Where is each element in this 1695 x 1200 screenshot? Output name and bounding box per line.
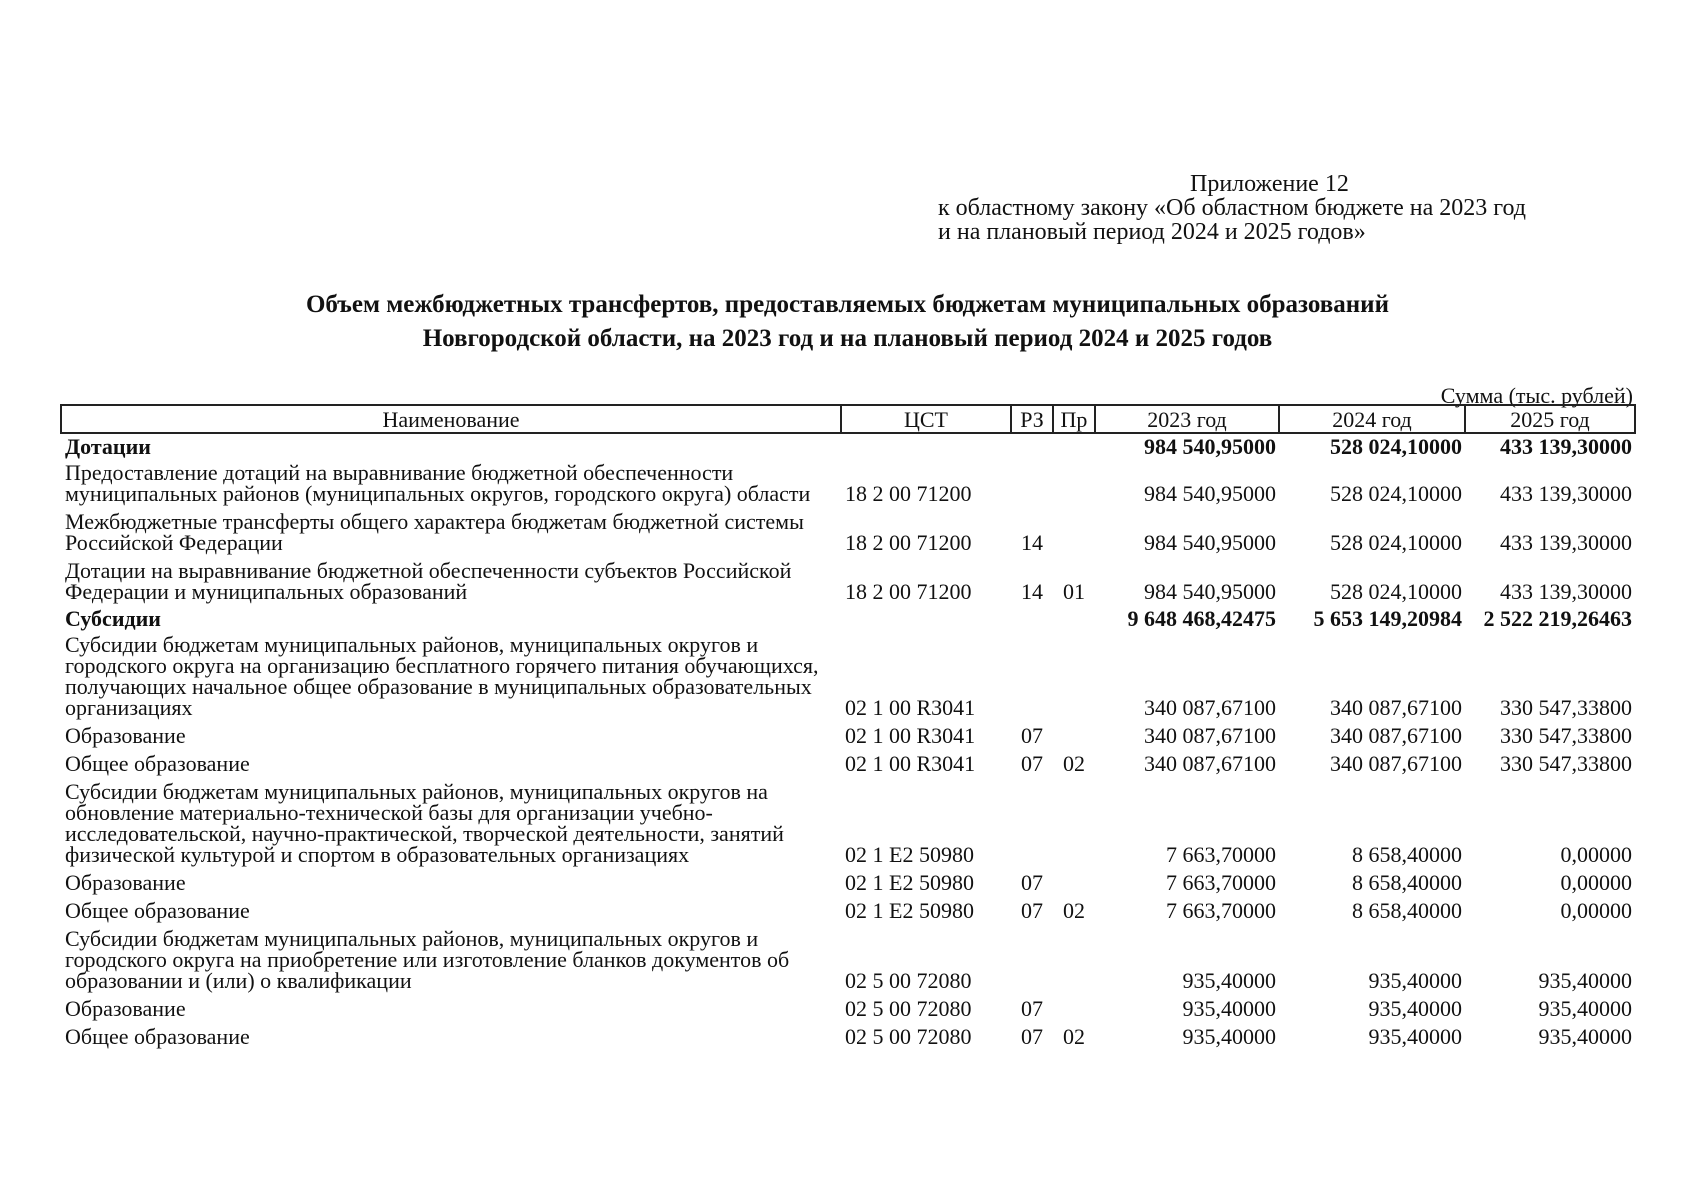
row-2025: 0,00000 bbox=[1560, 842, 1632, 867]
row-pr: 01 bbox=[1063, 579, 1085, 604]
row-2023: 340 087,67100 bbox=[1144, 695, 1276, 720]
row-cst: 02 1 00 R3041 bbox=[845, 723, 976, 748]
header-cst: ЦСТ bbox=[841, 405, 1011, 433]
header-rz: РЗ bbox=[1011, 405, 1053, 433]
row-pr bbox=[1053, 925, 1095, 995]
row-name: Дотации на выравнивание бюджетной обеспеченности субъектов Российской Федерации и муниципальных образований bbox=[65, 558, 792, 604]
row-pr bbox=[1053, 508, 1095, 557]
row-cst: 18 2 00 71200 bbox=[845, 530, 972, 555]
row-name: Предоставление дотаций на выравнивание бюджетной обеспеченности муниципальных районов (муниципальных округов, городского округа) области bbox=[65, 460, 811, 506]
row-2023: 984 540,95000 bbox=[1144, 530, 1276, 555]
row-2024: 340 087,67100 bbox=[1330, 723, 1462, 748]
row-2024: 5 653 149,20984 bbox=[1313, 606, 1462, 631]
row-2025: 433 139,30000 bbox=[1500, 530, 1632, 555]
row-2024: 340 087,67100 bbox=[1330, 695, 1462, 720]
row-cst: 02 1 00 R3041 bbox=[845, 751, 976, 776]
row-cst: 18 2 00 71200 bbox=[845, 481, 972, 506]
row-2025: 433 139,30000 bbox=[1500, 579, 1632, 604]
row-2023: 340 087,67100 bbox=[1144, 751, 1276, 776]
row-2025: 433 139,30000 bbox=[1500, 434, 1632, 459]
table-row bbox=[61, 869, 1635, 897]
table-row bbox=[61, 995, 1635, 1023]
row-rz: 07 bbox=[1021, 898, 1043, 923]
row-rz bbox=[1011, 433, 1053, 459]
row-name: Субсидии бюджетам муниципальных районов, муниципальных округов и городского округа на организацию бесплатного горячего питания обучающихся, получающих начальное общее образование в муниципальных образовательных организациях bbox=[65, 632, 819, 720]
table-row bbox=[61, 750, 1635, 778]
row-2025: 0,00000 bbox=[1560, 870, 1632, 895]
row-2023: 340 087,67100 bbox=[1144, 723, 1276, 748]
row-2024: 528 024,10000 bbox=[1330, 530, 1462, 555]
table-row bbox=[61, 459, 1635, 508]
header-2023: 2023 год bbox=[1095, 405, 1279, 433]
title-line1: Объем межбюджетных трансфертов, предоставляемых бюджетам муниципальных образований bbox=[305, 291, 1389, 318]
row-2023: 984 540,95000 bbox=[1144, 434, 1276, 459]
row-cst bbox=[841, 433, 1011, 459]
header-name: Наименование bbox=[61, 405, 841, 433]
table-row bbox=[61, 606, 1635, 631]
appendix-law-line2: и на плановый период 2024 и 2025 годов» bbox=[938, 219, 1366, 245]
row-pr: 02 bbox=[1063, 1024, 1085, 1049]
row-cst bbox=[841, 606, 1011, 631]
row-2023: 984 540,95000 bbox=[1144, 579, 1276, 604]
row-rz: 07 bbox=[1021, 870, 1043, 895]
row-name: Общее образование bbox=[65, 1024, 250, 1049]
row-2024: 528 024,10000 bbox=[1330, 579, 1462, 604]
appendix-number: Приложение 12 bbox=[1190, 171, 1349, 197]
row-pr bbox=[1053, 722, 1095, 750]
row-name: Образование bbox=[65, 996, 186, 1021]
table-row bbox=[61, 722, 1635, 750]
row-cst: 02 1 00 R3041 bbox=[845, 695, 976, 720]
row-pr bbox=[1053, 433, 1095, 459]
row-rz: 07 bbox=[1021, 723, 1043, 748]
row-2024: 935,40000 bbox=[1368, 996, 1462, 1021]
row-2024: 528 024,10000 bbox=[1330, 434, 1462, 459]
header-2025: 2025 год bbox=[1465, 405, 1635, 433]
title-line2: Новгородской области, на 2023 год и на плановый период 2024 и 2025 годов bbox=[422, 325, 1273, 352]
row-2024: 935,40000 bbox=[1368, 968, 1462, 993]
row-2025: 2 522 219,26463 bbox=[1483, 606, 1632, 631]
row-name: Общее образование bbox=[65, 898, 250, 923]
row-name: Дотации bbox=[65, 434, 151, 459]
appendix-note bbox=[938, 172, 1526, 244]
table-row bbox=[61, 925, 1635, 995]
row-pr bbox=[1053, 778, 1095, 869]
row-2024: 8 658,40000 bbox=[1352, 842, 1462, 867]
row-2025: 330 547,33800 bbox=[1500, 751, 1632, 776]
row-2023: 935,40000 bbox=[1182, 996, 1276, 1021]
row-pr: 02 bbox=[1063, 898, 1085, 923]
header-2024: 2024 год bbox=[1279, 405, 1465, 433]
row-pr bbox=[1053, 606, 1095, 631]
row-2025: 935,40000 bbox=[1538, 1024, 1632, 1049]
row-name: Общее образование bbox=[65, 751, 250, 776]
row-2024: 935,40000 bbox=[1368, 1024, 1462, 1049]
row-rz: 07 bbox=[1021, 751, 1043, 776]
row-2024: 8 658,40000 bbox=[1352, 898, 1462, 923]
row-rz bbox=[1011, 925, 1053, 995]
row-name: Межбюджетные трансферты общего характера бюджетам бюджетной системы Российской Федерации bbox=[65, 509, 804, 555]
row-rz bbox=[1011, 778, 1053, 869]
row-rz bbox=[1011, 631, 1053, 722]
table-row bbox=[61, 778, 1635, 869]
row-2024: 528 024,10000 bbox=[1330, 481, 1462, 506]
row-2023: 935,40000 bbox=[1182, 968, 1276, 993]
row-name: Образование bbox=[65, 870, 186, 895]
table-row bbox=[61, 508, 1635, 557]
row-name: Образование bbox=[65, 723, 186, 748]
row-rz: 14 bbox=[1021, 530, 1043, 555]
row-2025: 330 547,33800 bbox=[1500, 723, 1632, 748]
row-cst: 02 5 00 72080 bbox=[845, 968, 972, 993]
row-rz: 07 bbox=[1021, 996, 1043, 1021]
row-2025: 0,00000 bbox=[1560, 898, 1632, 923]
row-2023: 9 648 468,42475 bbox=[1127, 606, 1276, 631]
document-title bbox=[0, 288, 1695, 356]
row-2023: 935,40000 bbox=[1182, 1024, 1276, 1049]
row-name: Субсидии bbox=[65, 606, 161, 631]
row-2023: 984 540,95000 bbox=[1144, 481, 1276, 506]
row-2025: 433 139,30000 bbox=[1500, 481, 1632, 506]
row-2025: 330 547,33800 bbox=[1500, 695, 1632, 720]
table-row bbox=[61, 433, 1635, 459]
row-cst: 02 5 00 72080 bbox=[845, 1024, 972, 1049]
row-2023: 7 663,70000 bbox=[1166, 898, 1276, 923]
row-rz: 14 bbox=[1021, 579, 1043, 604]
row-pr bbox=[1053, 869, 1095, 897]
row-pr: 02 bbox=[1063, 751, 1085, 776]
row-2023: 7 663,70000 bbox=[1166, 842, 1276, 867]
row-cst: 02 1 E2 50980 bbox=[845, 898, 974, 923]
row-name: Субсидии бюджетам муниципальных районов, муниципальных округов на обновление материально-технической базы для организации учебно-исследовательской, научно-практической, творческой деятельности, занятий физической культурой и спортом в образовательных организациях bbox=[65, 779, 784, 867]
row-pr bbox=[1053, 459, 1095, 508]
row-pr bbox=[1053, 995, 1095, 1023]
row-2025: 935,40000 bbox=[1538, 968, 1632, 993]
row-cst: 18 2 00 71200 bbox=[845, 579, 972, 604]
header-pr: Пр bbox=[1053, 405, 1095, 433]
row-2023: 7 663,70000 bbox=[1166, 870, 1276, 895]
row-2024: 8 658,40000 bbox=[1352, 870, 1462, 895]
table-header bbox=[61, 405, 1635, 433]
table-row bbox=[61, 631, 1635, 722]
table-row bbox=[61, 1023, 1635, 1051]
row-cst: 02 1 E2 50980 bbox=[845, 842, 974, 867]
row-2024: 340 087,67100 bbox=[1330, 751, 1462, 776]
transfers-table bbox=[60, 404, 1636, 1051]
row-2025: 935,40000 bbox=[1538, 996, 1632, 1021]
row-name: Субсидии бюджетам муниципальных районов, муниципальных округов и городского округа на приобретение или изготовление бланков документов об образовании и (или) о квалификации bbox=[65, 926, 790, 993]
row-rz bbox=[1011, 606, 1053, 631]
table-row bbox=[61, 557, 1635, 606]
row-pr bbox=[1053, 631, 1095, 722]
row-cst: 02 1 E2 50980 bbox=[845, 870, 974, 895]
appendix-law-line1: к областному закону «Об областном бюджете на 2023 год bbox=[938, 195, 1526, 221]
row-rz: 07 bbox=[1021, 1024, 1043, 1049]
row-cst: 02 5 00 72080 bbox=[845, 996, 972, 1021]
units-label: Сумма (тыс. рублей) bbox=[1440, 383, 1633, 408]
row-rz bbox=[1011, 459, 1053, 508]
table-row bbox=[61, 897, 1635, 925]
